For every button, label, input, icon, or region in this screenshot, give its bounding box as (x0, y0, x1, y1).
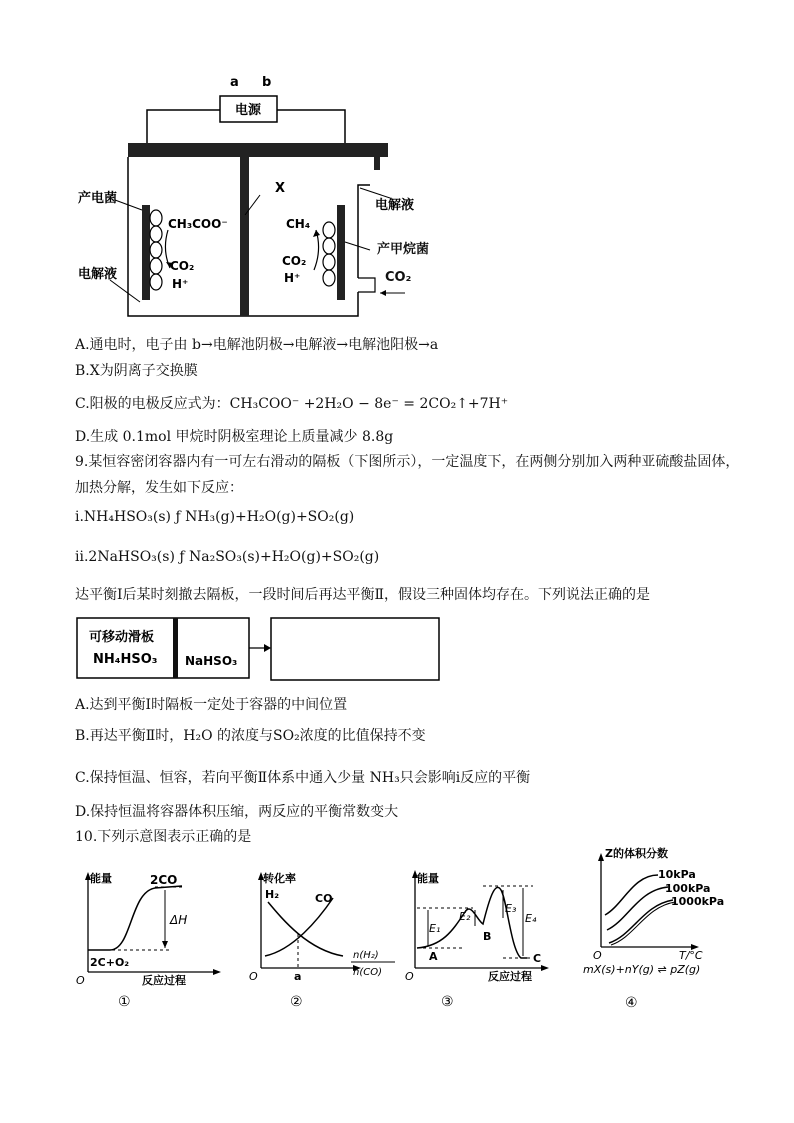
g3-origin: O (405, 970, 414, 983)
g4-xlabel: T/°C (679, 949, 703, 962)
g2-xlabel-den: n(CO) (353, 967, 382, 978)
g4-p2-label: 100kPa (665, 882, 711, 895)
co2-left-label: CO₂ (170, 259, 195, 273)
g4-equation: mX(s)+nY(g) ⇌ pZ(g) (583, 963, 701, 976)
g2-a-label: a (294, 970, 302, 983)
g4-p3-label: 1000kPa (671, 895, 725, 908)
g2-ylabel: 转化率 (263, 872, 296, 885)
h-left-label: H⁺ (172, 277, 189, 291)
q8-option-d: D.生成 0.1mol 甲烷时阴极室理论上质量减少 8.8g (75, 429, 394, 445)
ch4-label: CH₄ (286, 217, 311, 231)
h-right-label: H⁺ (284, 271, 301, 285)
g2-h2-label: H₂ (265, 888, 280, 901)
cathode-electrode (337, 205, 345, 300)
g3-ylabel: 能量 (417, 872, 439, 885)
left-bacteria-label: 产电菌 (78, 191, 118, 206)
q9-reaction-1: ⅰ.NH₄HSO₃(s) ƒ NH₃(g)+H₂O(g)+SO₂(g) (75, 509, 355, 525)
g3-b-label: B (483, 930, 492, 943)
g4-p1-label: 10kPa (658, 868, 696, 881)
g4-number: ④ (625, 995, 638, 1011)
anode-electrode (142, 205, 150, 300)
g2-xlabel-num: n(H₂) (353, 950, 379, 961)
terminal-b: b (262, 75, 272, 90)
q9-option-c: C.保持恒温、恒容，若向平衡Ⅱ体系中通入少量 NH₃只会影响ⅰ反应的平衡 (75, 770, 531, 786)
membrane-label: X (275, 181, 286, 196)
terminal-a: a (230, 75, 239, 90)
g1-number: ① (118, 994, 131, 1010)
g2-number: ② (290, 994, 303, 1010)
g3-e4-label: E₄ (525, 912, 537, 925)
g1-dh-label: ΔH (170, 913, 188, 927)
g1-origin: O (76, 974, 85, 987)
nahso3-label: NaHSO₃ (185, 654, 238, 668)
graph-3 (403, 860, 563, 1015)
right-electrolyte-label: 电解液 (375, 198, 415, 213)
g1-xlabel: 反应过程 (142, 974, 186, 987)
q9-stem-1: 9.某恒容密闭容器内有一可左右滑动的隔板（下图所示），一定温度下，在两侧分别加入两种亚硫酸盐固体， (75, 454, 740, 470)
q10-stem: 10.下列示意图表示正确的是 (75, 829, 252, 845)
q9-stem-3: 达平衡Ⅰ后某时刻撤去隔板，一段时间后再达平衡Ⅱ，假设三种固体均存在。下列说法正确的是 (75, 587, 651, 603)
sliding-plate-label: 可移动滑板 (89, 630, 155, 645)
co2-in-label: CO₂ (385, 270, 412, 285)
g4-ylabel: Z的体积分数 (605, 847, 668, 860)
q9-option-d: D.保持恒温将容器体积压缩，两反应的平衡常数变大 (75, 804, 399, 820)
co2-right-label: CO₂ (282, 254, 307, 268)
g1-top-label: 2CO (150, 873, 178, 887)
graph-1 (70, 860, 230, 1015)
q8-option-b: B.X为阴离子交换膜 (75, 363, 198, 379)
g2-co-label: CO (315, 892, 333, 905)
graph-2 (243, 860, 403, 1015)
g1-ylabel: 能量 (90, 872, 112, 885)
q9-stem-2: 加热分解，发生如下反应： (75, 480, 243, 496)
g1-bottom-label: 2C+O₂ (90, 956, 130, 969)
power-label: 电源 (234, 103, 262, 118)
g3-a-label: A (429, 950, 438, 963)
q8-option-a: A.通电时，电子由 b→电解池阴极→电解液→电解池阳极→a (75, 337, 439, 353)
acetate-label: CH₃COO⁻ (168, 217, 228, 231)
methanogen-label: 产甲烷菌 (377, 242, 430, 257)
g3-c-label: C (533, 952, 542, 965)
nh4hso3-label: NH₄HSO₃ (93, 652, 158, 667)
g3-e1-label: E₁ (429, 922, 441, 935)
partition-container-diagram (75, 615, 445, 685)
g2-origin: O (249, 970, 258, 983)
g3-number: ③ (441, 994, 454, 1010)
q9-option-a: A.达到平衡Ⅰ时隔板一定处于容器的中间位置 (75, 697, 348, 713)
g3-e3-label: E₃ (505, 902, 517, 915)
q9-reaction-2: ⅱ.2NaHSO₃(s) ƒ Na₂SO₃(s)+H₂O(g)+SO₂(g) (75, 549, 380, 565)
graph-4 (583, 845, 743, 1015)
g4-origin: O (593, 949, 602, 962)
left-electrolyte-label: 电解液 (78, 267, 118, 282)
q9-option-b: B.再达平衡Ⅱ时，H₂O 的浓度与SO₂浓度的比值保持不变 (75, 728, 426, 744)
g3-xlabel: 反应过程 (488, 970, 532, 983)
membrane-x (240, 157, 249, 316)
q8-option-c: C.阳极的电极反应式为：CH₃COO⁻ +2H₂O − 8e⁻ = 2CO₂↑+7H⁺ (75, 396, 509, 412)
g3-e2-label: E₂ (459, 910, 471, 923)
